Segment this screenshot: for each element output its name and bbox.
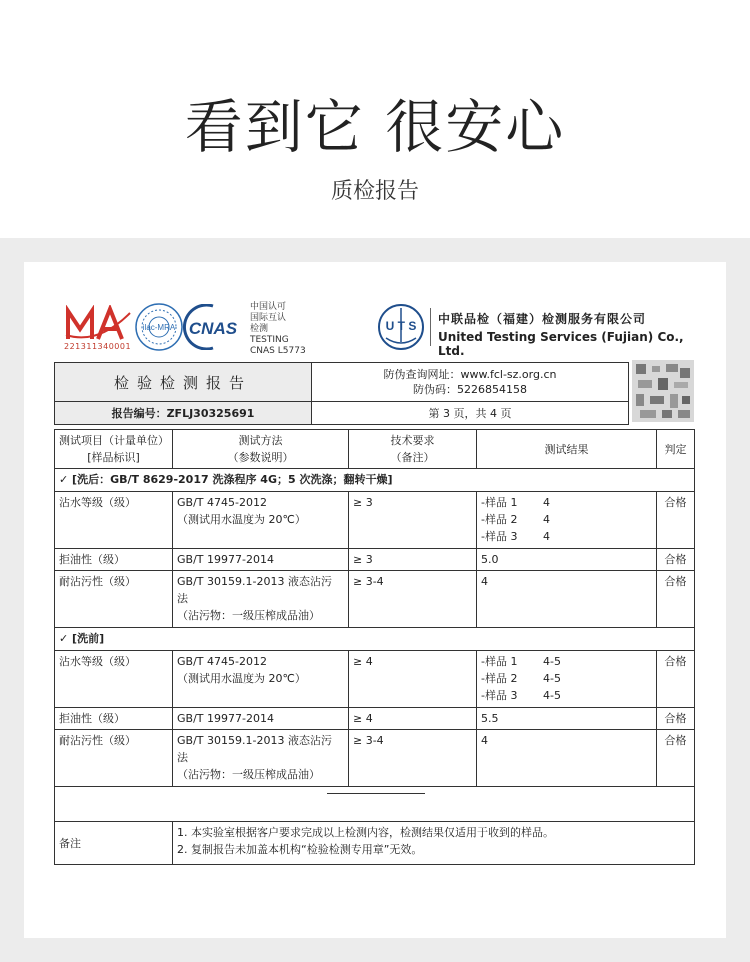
cma-logo-icon bbox=[64, 305, 132, 343]
uts-logo-icon bbox=[376, 302, 426, 352]
col-judgement: 判定 bbox=[657, 430, 695, 469]
report-header-table bbox=[54, 362, 629, 425]
certification-logos bbox=[64, 302, 704, 358]
end-line bbox=[327, 793, 425, 794]
notes-row bbox=[55, 822, 695, 865]
table-row: 沾水等级（级） GB/T 4745-2012 （测试用水温度为 20℃） ≥ 3 -样品 1 4 -样品 2 4 -样品 3 4 合格 bbox=[55, 492, 695, 549]
ilac-mra-logo-icon bbox=[134, 302, 184, 352]
company-name-en: United Testing Services (Fujian) Co., Ltd. bbox=[438, 330, 684, 358]
svg-text:CNAS: CNAS bbox=[188, 319, 238, 338]
table-row: 拒油性（级） GB/T 19977-2014 ≥ 4 5.5 合格 bbox=[55, 708, 695, 730]
cnas-logo-icon bbox=[182, 304, 244, 350]
note-2: 2. 复制报告未加盖本机构“检验检测专用章”无效。 bbox=[177, 843, 423, 856]
cma-number: 221311340001 bbox=[64, 342, 132, 351]
table-header-row bbox=[55, 430, 695, 469]
hero-title: 看到它 很安心 bbox=[184, 93, 566, 161]
note-1: 1. 本实验室根据客户要求完成以上检测内容，检测结果仅适用于收到的样品。 bbox=[177, 826, 554, 839]
qr-code-icon bbox=[632, 360, 694, 422]
table-row: 沾水等级（级） GB/T 4745-2012 （测试用水温度为 20℃） ≥ 4 -样品 1 4-5 -样品 2 4-5 -样品 3 4-5 合格 bbox=[55, 651, 695, 708]
anti-fake-code: 防伪码：5226854158 bbox=[413, 383, 527, 396]
cnas-accreditation-text: 中国认可 国际互认 检测 TESTING CNAS L5773 bbox=[250, 302, 306, 356]
company-name-cn: 中联品检（福建）检测服务有限公司 bbox=[438, 312, 647, 326]
test-results-table bbox=[54, 429, 695, 865]
test-report-document bbox=[24, 262, 726, 938]
section-after-wash: ✓ [洗后：GB/T 8629-2017 洗涤程序 4G；5 次洗涤；翻转干燥] bbox=[55, 469, 695, 492]
logo-divider bbox=[430, 308, 431, 346]
report-title: 检验检测报告 bbox=[55, 363, 312, 402]
table-row: 耐沾污性（级） GB/T 30159.1-2013 液态沾污 法 （沾污物：一级压榨成品油） ≥ 3-4 4 合格 bbox=[55, 571, 695, 628]
hero-banner bbox=[0, 0, 750, 238]
table-row: 耐沾污性（级） GB/T 30159.1-2013 液态沾污 法 （沾污物：一级压榨成品油） ≥ 3-4 4 合格 bbox=[55, 730, 695, 787]
anti-fake-info bbox=[312, 363, 629, 402]
col-test-item: 测试项目（计量单位） [样品标识] bbox=[55, 430, 173, 469]
col-result: 测试结果 bbox=[477, 430, 657, 469]
page-info: 第 3 页，共 4 页 bbox=[312, 402, 629, 425]
table-row: 拒油性（级） GB/T 19977-2014 ≥ 3 5.0 合格 bbox=[55, 549, 695, 571]
svg-text:ilac-MRA: ilac-MRA bbox=[142, 323, 176, 332]
col-requirement: 技术要求 （备注） bbox=[349, 430, 477, 469]
anti-fake-site: 防伪查询网址：www.fcl-sz.org.cn bbox=[383, 368, 557, 381]
blank-end-row bbox=[55, 787, 695, 822]
notes-label: 备注 bbox=[55, 822, 173, 865]
hero-subtitle: 质检报告 bbox=[330, 179, 419, 204]
report-number: 报告编号：ZFLJ30325691 bbox=[55, 402, 312, 425]
svg-text:U T S: U T S bbox=[385, 319, 417, 333]
section-before-wash: ✓ [洗前] bbox=[55, 628, 695, 651]
col-test-method: 测试方法 （参数说明） bbox=[173, 430, 349, 469]
